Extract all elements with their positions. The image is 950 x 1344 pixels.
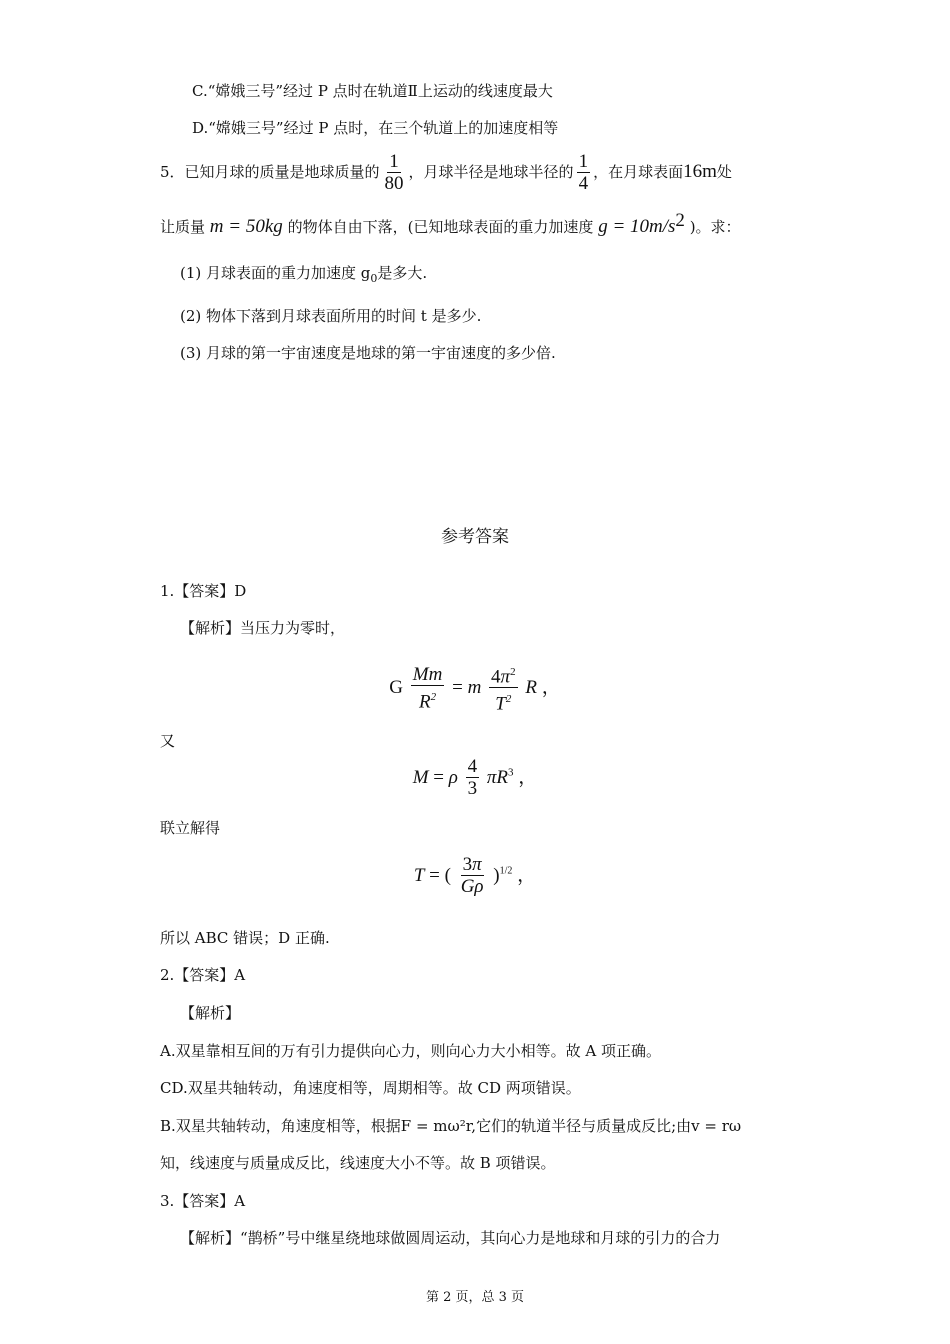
answer-3-head: 3.【答案】A [160, 1192, 246, 1210]
q5-stem-line1: 5．已知月球的质量是地球质量的 $\frac{1}{80}$ ，月球半径是地球半径的 $\frac{1}{4}$ ，在月球表面16m处 [160, 150, 732, 194]
text-lianli: 联立解得 [160, 819, 221, 837]
option-c: C.“嫦娥三号”经过 P 点时在轨道Ⅱ上运动的线速度最大 [192, 82, 553, 100]
answer-2-line3: B.双星共轴转动，角速度相等，根据F = mω²r,它们的轨道半径与质量成反比;由v = rω [160, 1117, 742, 1135]
answer-1-analysis: 【解析】当压力为零时， [180, 619, 346, 637]
q5-sub1: (1) 月球表面的重力加速度 $g_0$是多大. [180, 264, 428, 285]
page-footer: 第 2 页，总 3 页 [425, 1290, 525, 1305]
equation-3: T = ( $\frac{3\pi}{G\rho}$ )$^{1/2}$ ， [413, 854, 537, 897]
q5-stem-line2: 让质量 m = 50kg 的物体自由下落，(已知地球表面的重力加速度 $g = 10m/s^2$ )。求： [160, 210, 741, 237]
fraction-1-4: $\frac{1}{4}$ [578, 150, 589, 194]
answer-1-conclusion: 所以 ABC 错误；D 正确. [160, 929, 330, 947]
text-you: 又 [160, 732, 176, 750]
answer-2-line2: CD.双星共轴转动，角速度相等，周期相等。故 CD 两项错误。 [160, 1079, 581, 1097]
answer-2-line1: A.双星靠相互间的万有引力提供向心力，则向心力大小相等。故 A 项正确。 [160, 1042, 661, 1060]
fraction-1-80: $\frac{1}{80}$ [384, 150, 404, 194]
answer-3-line1: 【解析】“鹊桥”号中继星绕地球做圆周运动，其向心力是地球和月球的引力的合力 [180, 1229, 721, 1247]
equation-1: G $\frac{Mm}{R^2}$ = m $\frac{4\pi^2}{T^2}$ R ， [389, 663, 561, 715]
answer-2-line4: 知，线速度与质量成反比，线速度大小不等。故 B 项错误。 [160, 1154, 556, 1172]
answer-1-head: 1.【答案】D [160, 582, 247, 600]
q5-sub3: (3) 月球的第一宇宙速度是地球的第一宇宙速度的多少倍. [180, 344, 556, 362]
equation-2: M = ρ $\frac{4}{3}$ $\pi R^3$ ， [412, 756, 538, 799]
answer-2-analysis: 【解析】 [180, 1004, 241, 1022]
q5-sub2: (2) 物体下落到月球表面所用的时间 t 是多少. [180, 307, 482, 325]
answer-2-head: 2.【答案】A [160, 966, 246, 984]
option-d: D.“嫦娥三号”经过 P 点时，在三个轨道上的加速度相等 [192, 119, 559, 137]
answers-title: 参考答案 [441, 527, 509, 547]
